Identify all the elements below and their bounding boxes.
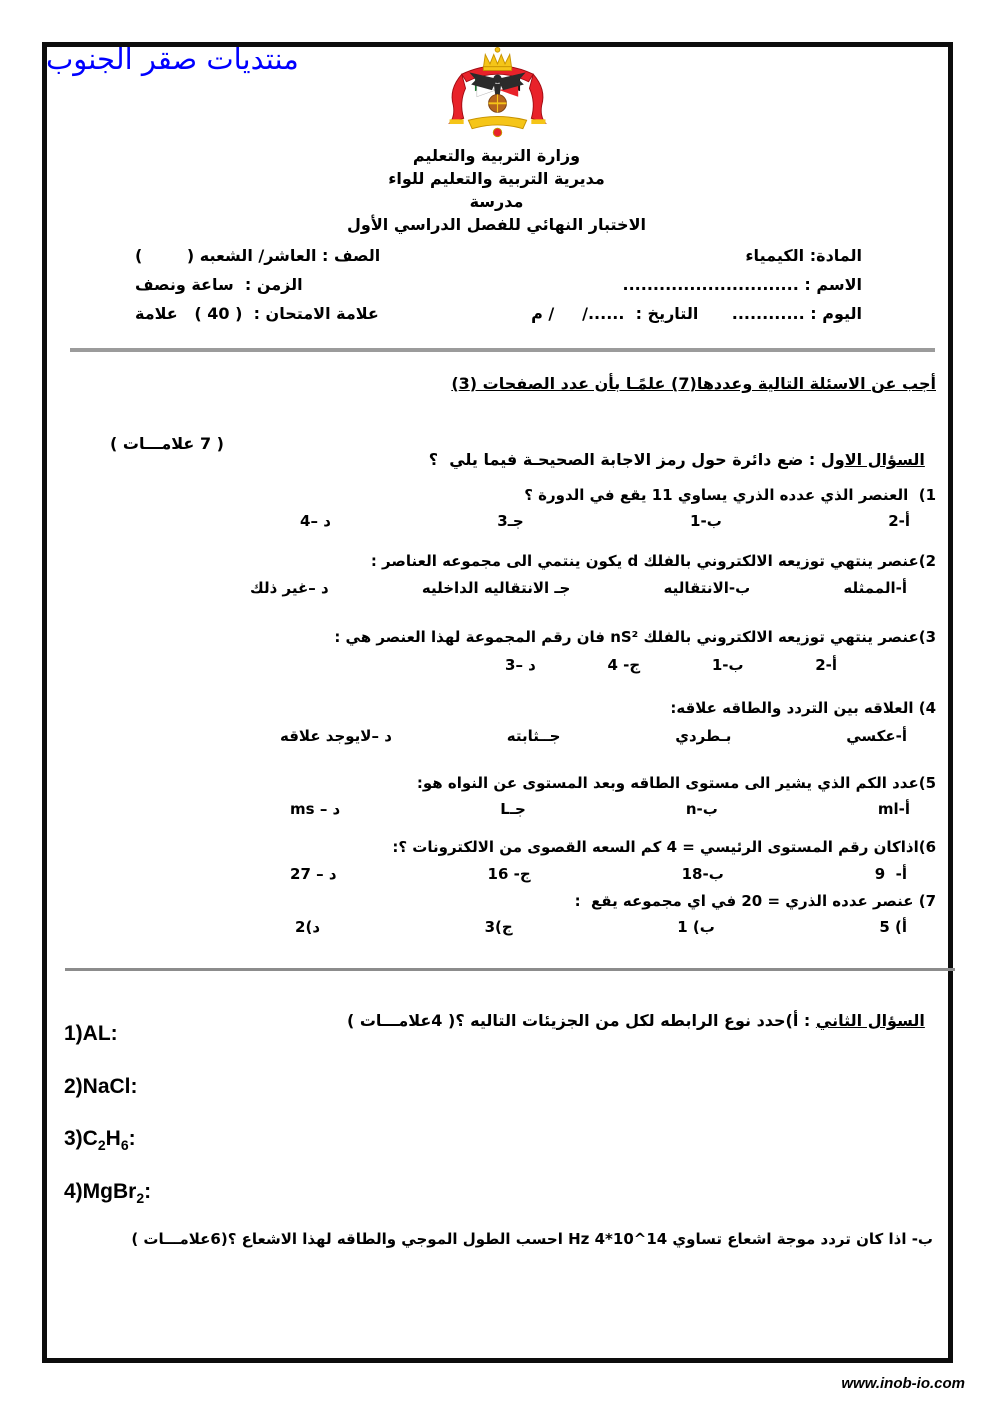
- section1-marks: ( 7 علامـــات ): [110, 434, 224, 453]
- q5-stem: 5)عدد الكم الذي يشير الى مستوى الطاقه وبعد المستوى عن النواه هو:: [416, 774, 936, 792]
- q7-options-row: [295, 918, 907, 936]
- q6-option-b: ب-18: [681, 865, 724, 883]
- answer-instructions: أجب عن الاسئلة التالية وعددها(7) علمًـا بأن عدد الصفحات (3): [451, 374, 936, 393]
- q1-option-b: ب-1: [690, 512, 722, 530]
- divider-middle: [65, 968, 955, 971]
- exam-info-block: [135, 246, 862, 333]
- info-row: [135, 304, 862, 333]
- q3-stem: 3)عنصر ينتهي توزيعه الالكتروني بالفلك nS² فان رقم المجموعة لهذا العنصر هي :: [334, 628, 936, 646]
- q4-option-b: بـطردي: [675, 727, 732, 745]
- crown-icon: [483, 47, 511, 70]
- exam-duration-field: الزمن : ساعة ونصف: [135, 275, 303, 294]
- q6-stem: 6)اذاكان رقم المستوى الرئيسي = 4 كم السعه القصوى من الالكترونات ؟:: [392, 838, 936, 856]
- q2-option-a: أ-الممثله: [843, 579, 907, 597]
- q2-stem: 2)عنصر ينتهي توزيعه الالكتروني بالفلك d يكون ينتمي الى مجموعه العناصر :: [370, 552, 936, 570]
- student-name-field: الاسم : .............................: [622, 275, 862, 294]
- molecule-item-c2h6: $3)C_2H_6$:: [64, 1127, 136, 1154]
- q3-option-c: ج- 4: [607, 656, 641, 674]
- molecule-item-nacl: 2)NaCl:: [64, 1075, 138, 1098]
- section1-title: السؤال الاول : ضع دائرة حول رمز الاجابة الصحيحـة فيما يلي ؟: [428, 450, 925, 469]
- q2-option-b: ب-الانتقاليه: [663, 579, 751, 597]
- q1-option-c: جـ3: [497, 512, 524, 530]
- site-footer-url: www.inob-io.com: [841, 1375, 965, 1392]
- q1-option-d: د –4: [300, 512, 331, 530]
- q2-option-d: د –غير ذلك: [250, 579, 329, 597]
- class-section-field: الصف : العاشر/ الشعبه ( ): [135, 246, 381, 265]
- q2-options-row: [250, 579, 907, 597]
- info-row: [135, 246, 862, 275]
- part-b-question: ب- اذا كان تردد موجة اشعاع تساوي Hz 4*10^14 احسب الطول الموجي والطاقه لهذا الاشعاع ؟(6علامـــات ): [131, 1230, 933, 1248]
- q5-options-row: [290, 800, 910, 818]
- exam-title: الاختبار النهائي للفصل الدراسي الأول: [347, 215, 646, 234]
- q7-option-b: ب) 1: [677, 918, 715, 936]
- molecule-item-al: 1)AL:: [64, 1022, 118, 1045]
- directorate-title: مديرية التربية والتعليم للواء: [388, 169, 605, 188]
- total-marks-field: علامة الامتحان : ( 40 ) علامة: [135, 304, 379, 323]
- q4-stem: 4) العلاقه بين التردد والطاقه علاقه:: [670, 699, 936, 717]
- q1-options-row: [300, 512, 910, 530]
- molecule-item-mgbr2: 4)MgBr$_2$:: [64, 1180, 152, 1207]
- q7-option-d: د)2: [295, 918, 321, 936]
- q4-option-a: أ-عكسي: [846, 727, 907, 745]
- school-title: مدرسة: [469, 192, 524, 211]
- q6-option-d: د – 27: [290, 865, 337, 883]
- q4-options-row: [280, 727, 907, 745]
- section2-title: السؤال الثاني : أ)حدد نوع الرابطه لكل من الجزيئات التاليه ؟( 4علامـــات ): [346, 1011, 925, 1030]
- forum-watermark-text: منتديات صقر الجنوب: [46, 42, 299, 76]
- q7-stem: 7) عنصر عدده الذري = 20 في اي مجموعه يقع :: [574, 892, 936, 910]
- q5-option-a: أ-ml: [877, 800, 910, 818]
- q5-option-d: د – ms: [290, 800, 341, 818]
- banner-ribbon: [468, 117, 526, 137]
- info-row: [135, 275, 862, 304]
- day-date-field: اليوم : ............ التاريخ : ....../ / م: [531, 304, 862, 323]
- q5-option-b: ب-n: [685, 800, 718, 818]
- q3-option-a: أ-2: [815, 656, 837, 674]
- q3-option-d: د –3: [505, 656, 536, 674]
- q7-option-a: أ) 5: [879, 918, 907, 936]
- globe-icon: [489, 94, 507, 112]
- q1-option-a: أ-2: [888, 512, 910, 530]
- q6-option-c: ج- 16: [487, 865, 531, 883]
- q2-option-c: جـ الانتقاليه الداخليه: [421, 579, 571, 597]
- header-titles: [0, 144, 993, 236]
- subject-field: المادة: الكيمياء: [745, 246, 862, 265]
- q7-option-c: ج)3: [484, 918, 513, 936]
- divider-top: [70, 348, 935, 352]
- q1-stem: 1) العنصر الذي عدده الذري يساوي 11 يقع في الدورة ؟: [524, 486, 936, 504]
- q4-option-d: د –لايوجد علاقه: [280, 727, 392, 745]
- q6-options-row: [290, 865, 907, 883]
- q5-option-c: جـL: [500, 800, 526, 818]
- q6-option-a: أ- 9: [874, 865, 907, 883]
- q4-option-c: جــثابته: [506, 727, 561, 745]
- q3-options-row: [505, 656, 837, 674]
- ministry-title: وزارة التربية والتعليم: [412, 146, 581, 165]
- q3-option-b: ب-1: [711, 656, 744, 674]
- jordan-coat-of-arms-logo: [440, 46, 555, 140]
